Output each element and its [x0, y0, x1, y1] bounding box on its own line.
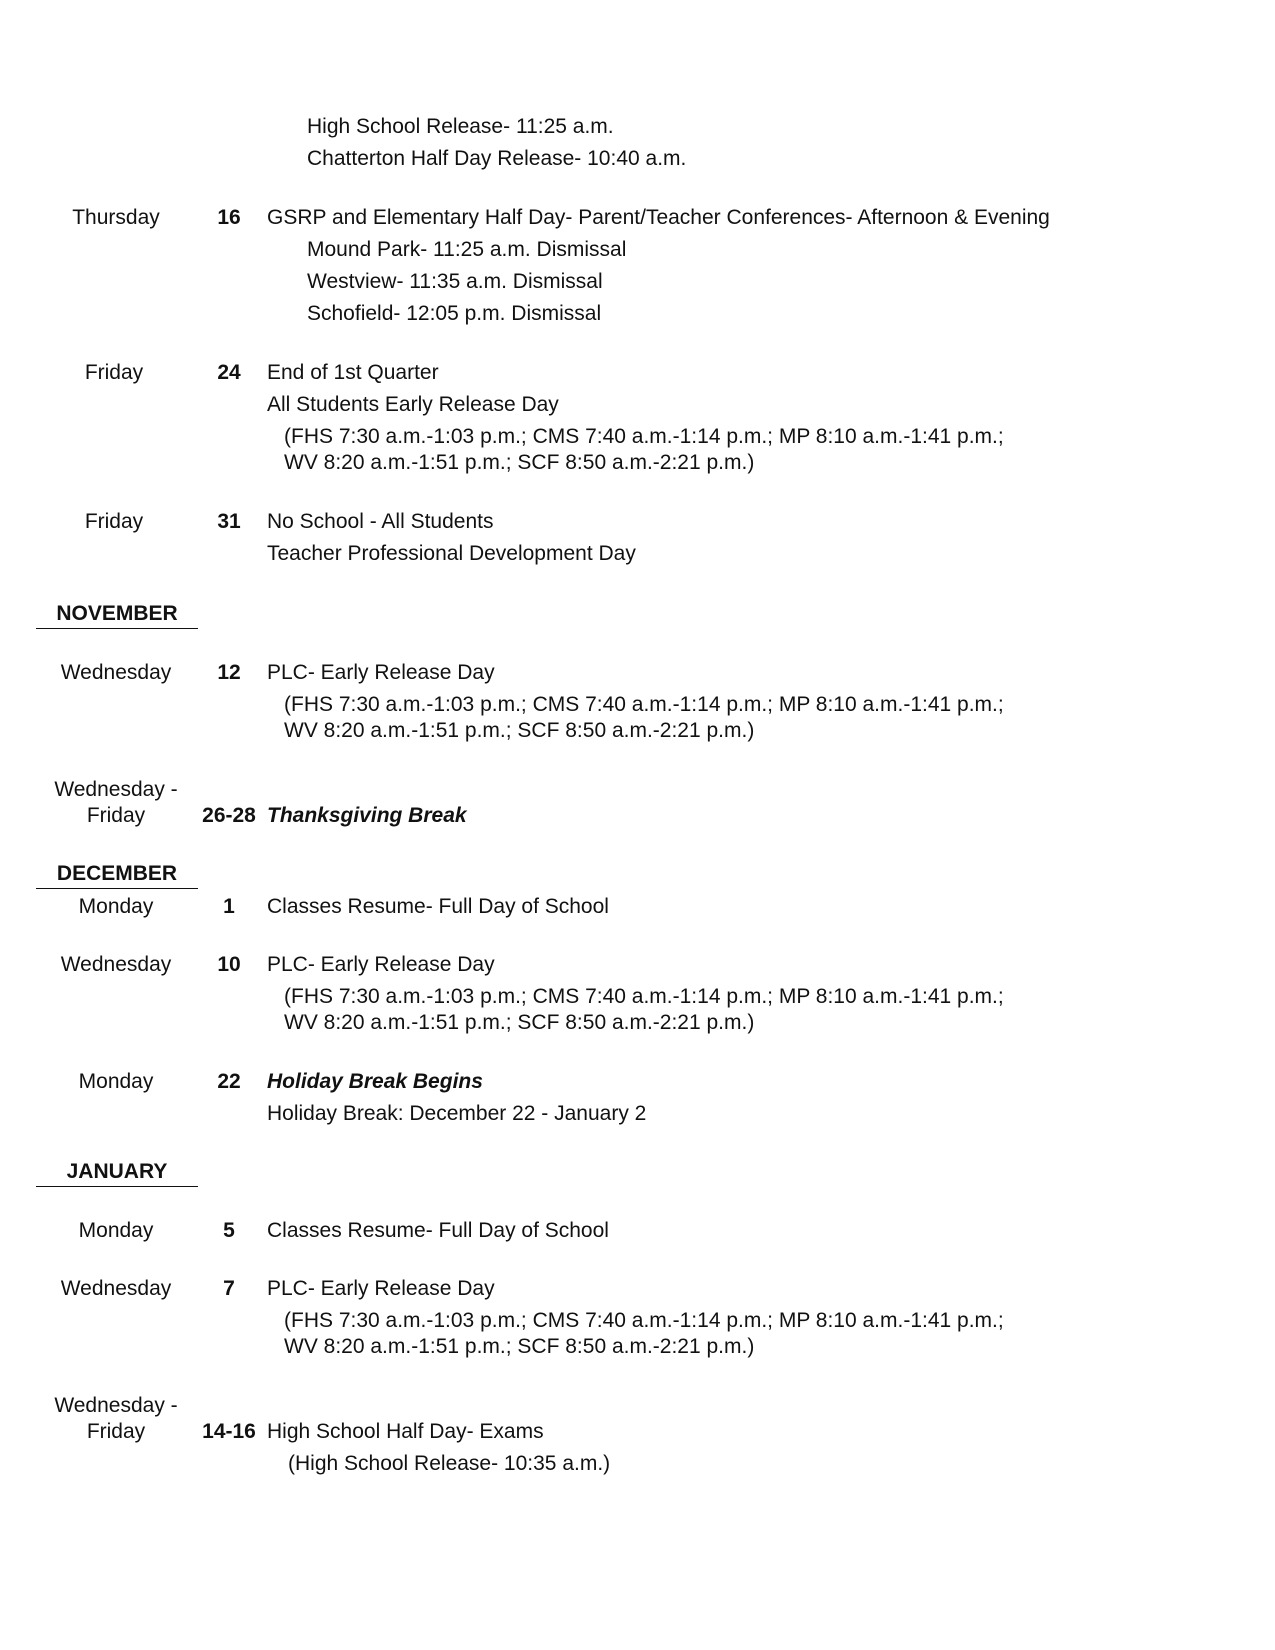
- event-detail: Mound Park- 11:25 a.m. Dismissal: [307, 238, 627, 261]
- event-day: Wednesday: [60, 1277, 172, 1300]
- event-times: WV 8:20 a.m.-1:51 p.m.; SCF 8:50 a.m.-2:21 p.m.): [284, 1011, 755, 1034]
- event-day: Wednesday -: [54, 1394, 178, 1417]
- event-date: 10: [217, 953, 241, 976]
- event-date: 5: [223, 1219, 235, 1242]
- event-times: (FHS 7:30 a.m.-1:03 p.m.; CMS 7:40 a.m.-1:14 p.m.; MP 8:10 a.m.-1:41 p.m.;: [284, 425, 1004, 448]
- month-heading-january: JANUARY: [36, 1159, 198, 1187]
- event-date: 7: [223, 1277, 235, 1300]
- event-date: 12: [217, 661, 241, 684]
- event-title: Holiday Break Begins: [267, 1070, 483, 1093]
- event-day: Monday: [78, 895, 154, 918]
- event-date: 31: [217, 510, 241, 533]
- event-day: Friday: [84, 361, 144, 384]
- event-title: Classes Resume- Full Day of School: [267, 1219, 609, 1242]
- month-heading-november: NOVEMBER: [36, 601, 198, 629]
- event-day: Friday: [86, 804, 146, 827]
- month-heading-december: DECEMBER: [36, 861, 198, 889]
- event-date: 14-16: [202, 1420, 256, 1443]
- event-subtitle: Teacher Professional Development Day: [267, 542, 636, 565]
- event-day: Thursday: [72, 206, 160, 229]
- event-title: GSRP and Elementary Half Day- Parent/Teacher Conferences- Afternoon & Evening: [267, 206, 1050, 229]
- event-title: PLC- Early Release Day: [267, 953, 495, 976]
- event-day: Wednesday: [60, 661, 172, 684]
- event-times: (FHS 7:30 a.m.-1:03 p.m.; CMS 7:40 a.m.-1:14 p.m.; MP 8:10 a.m.-1:41 p.m.;: [284, 693, 1004, 716]
- event-date: 1: [223, 895, 235, 918]
- event-times: WV 8:20 a.m.-1:51 p.m.; SCF 8:50 a.m.-2:21 p.m.): [284, 719, 755, 742]
- event-day: Wednesday -: [54, 778, 178, 801]
- event-day: Friday: [84, 510, 144, 533]
- event-day: Monday: [78, 1219, 154, 1242]
- event-detail: Schofield- 12:05 p.m. Dismissal: [307, 302, 602, 325]
- event-date: 16: [217, 206, 241, 229]
- event-title: Classes Resume- Full Day of School: [267, 895, 609, 918]
- release-line-high-school: High School Release- 11:25 a.m.: [307, 115, 614, 138]
- event-subtitle: (High School Release- 10:35 a.m.): [288, 1452, 611, 1475]
- release-line-chatterton: Chatterton Half Day Release- 10:40 a.m.: [307, 147, 687, 170]
- event-title: PLC- Early Release Day: [267, 1277, 495, 1300]
- event-times: (FHS 7:30 a.m.-1:03 p.m.; CMS 7:40 a.m.-1:14 p.m.; MP 8:10 a.m.-1:41 p.m.;: [284, 1309, 1004, 1332]
- event-date: 22: [217, 1070, 241, 1093]
- event-date: 24: [217, 361, 241, 384]
- event-day: Monday: [78, 1070, 154, 1093]
- event-title: Thanksgiving Break: [267, 804, 467, 827]
- event-times: (FHS 7:30 a.m.-1:03 p.m.; CMS 7:40 a.m.-1:14 p.m.; MP 8:10 a.m.-1:41 p.m.;: [284, 985, 1004, 1008]
- event-subtitle: Holiday Break: December 22 - January 2: [267, 1102, 647, 1125]
- event-times: WV 8:20 a.m.-1:51 p.m.; SCF 8:50 a.m.-2:21 p.m.): [284, 1335, 755, 1358]
- event-date: 26-28: [202, 804, 256, 827]
- event-day: Friday: [86, 1420, 146, 1443]
- event-detail: Westview- 11:35 a.m. Dismissal: [307, 270, 603, 293]
- event-title: PLC- Early Release Day: [267, 661, 495, 684]
- event-subtitle: All Students Early Release Day: [267, 393, 559, 416]
- event-times: WV 8:20 a.m.-1:51 p.m.; SCF 8:50 a.m.-2:21 p.m.): [284, 451, 755, 474]
- event-title: End of 1st Quarter: [267, 361, 439, 384]
- event-title: High School Half Day- Exams: [267, 1420, 544, 1443]
- event-title: No School - All Students: [267, 510, 494, 533]
- event-day: Wednesday: [60, 953, 172, 976]
